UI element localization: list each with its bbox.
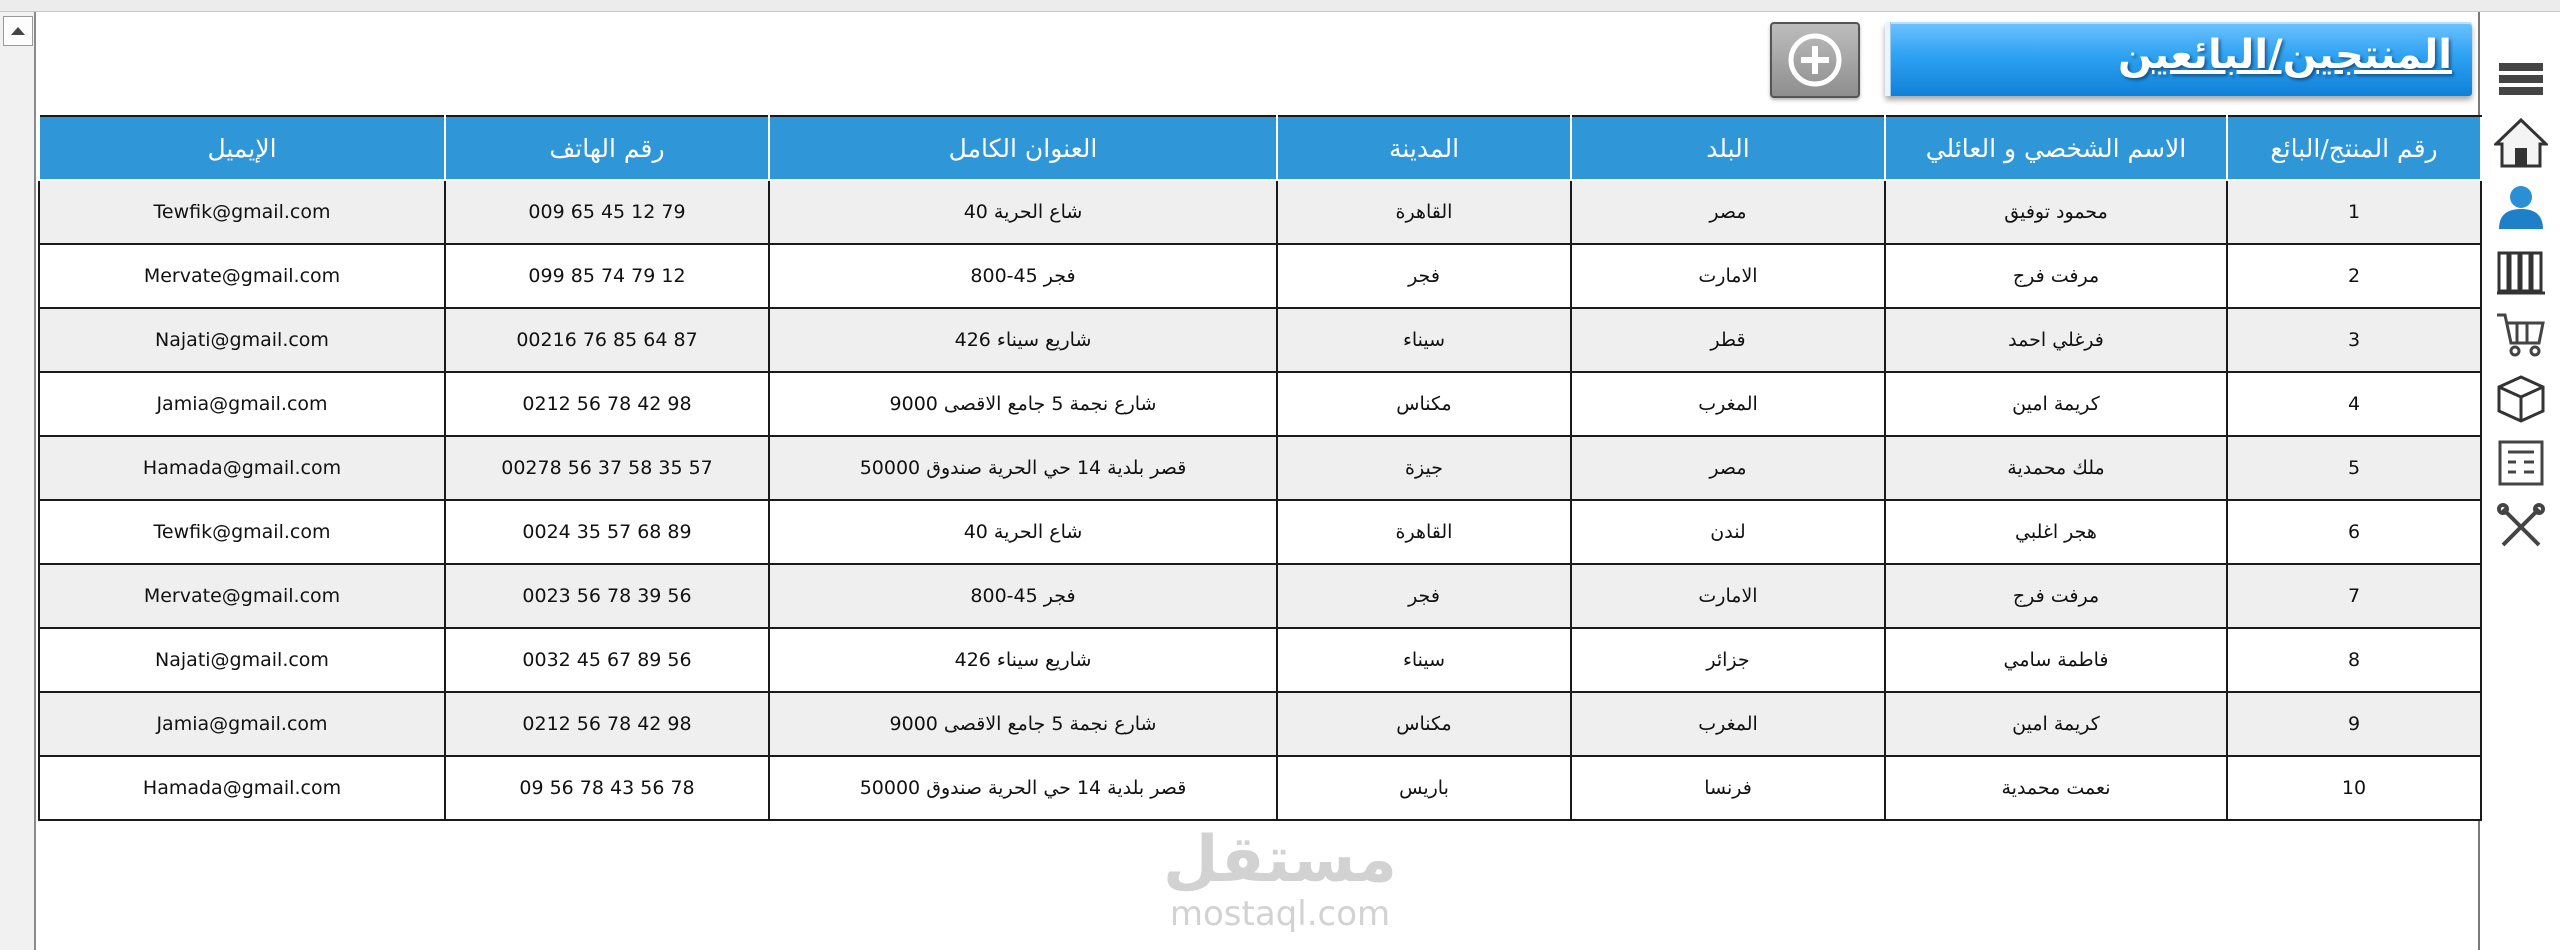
cell-email: Jamia@gmail.com [39,372,445,436]
cell-name: محمود توفيق [1885,180,2227,244]
cell-address: شاريع سيناء 426 [769,308,1277,372]
cell-address: شاريع سيناء 426 [769,628,1277,692]
cell-phone: 00216 76 85 64 87 [445,308,769,372]
watermark-arabic: مستقل [1162,823,1398,897]
cell-phone: 0212 56 78 42 98 [445,692,769,756]
cell-email: Hamada@gmail.com [39,756,445,820]
cell-name: كريمة امين [1885,692,2227,756]
column-header-city[interactable]: المدينة [1277,116,1571,180]
cell-name: كريمة امين [1885,372,2227,436]
table-row[interactable] [39,628,2481,692]
cell-phone: 099 85 74 79 12 [445,244,769,308]
window-top-bar [0,0,2560,12]
cell-phone: 09 56 78 43 56 78 [445,756,769,820]
table-row[interactable] [39,180,2481,244]
vertical-scrollbar[interactable] [0,12,36,950]
cell-country: جزائر [1571,628,1885,692]
scroll-up-button[interactable] [3,16,33,46]
cell-city: فجر [1277,244,1571,308]
cell-name: مرفت فرج [1885,564,2227,628]
user-icon[interactable] [2494,180,2548,234]
cell-email: Jamia@gmail.com [39,692,445,756]
page-title: المنتجين/البائعين [2118,32,2452,78]
cell-city: جيزة [1277,436,1571,500]
cell-country: الامارت [1571,564,1885,628]
cell-address: فجر 45-800 [769,244,1277,308]
cell-city: فجر [1277,564,1571,628]
table-row[interactable] [39,244,2481,308]
cell-address: شارع نجمة 5 جامع الاقصى 9000 [769,692,1277,756]
cell-email: Najati@gmail.com [39,628,445,692]
cell-email: Mervate@gmail.com [39,564,445,628]
cell-address: شاع الحرية 40 [769,180,1277,244]
cell-phone: 0023 56 78 39 56 [445,564,769,628]
column-header-id[interactable]: رقم المنتج/البائع [2227,116,2481,180]
cell-id: 3 [2227,308,2481,372]
cell-phone: 009 65 45 12 79 [445,180,769,244]
cell-city: سيناء [1277,308,1571,372]
table-row[interactable] [39,436,2481,500]
cell-phone: 0032 45 67 89 56 [445,628,769,692]
plus-circle-icon [1787,32,1843,88]
cell-address: قصر بلدية 14 حي الحرية صندوق 50000 [769,756,1277,820]
cell-id: 7 [2227,564,2481,628]
table-row[interactable] [39,372,2481,436]
cell-city: سيناء [1277,628,1571,692]
cell-country: المغرب [1571,692,1885,756]
banner-edge [1885,22,1891,96]
cell-id: 6 [2227,500,2481,564]
cell-country: مصر [1571,436,1885,500]
column-header-address[interactable]: العنوان الكامل [769,116,1277,180]
cell-email: Najati@gmail.com [39,308,445,372]
cell-country: لندن [1571,500,1885,564]
right-sidebar [2482,12,2560,950]
watermark-latin: mostaql.com [1169,894,1391,934]
cell-email: Tewfik@gmail.com [39,180,445,244]
table-row[interactable] [39,500,2481,564]
cell-email: Hamada@gmail.com [39,436,445,500]
column-header-phone[interactable]: رقم الهاتف [445,116,769,180]
cell-id: 1 [2227,180,2481,244]
cell-phone: 00278 56 37 58 35 57 [445,436,769,500]
page-title-banner [1885,22,2472,96]
add-producer-button[interactable] [1770,22,1860,98]
cell-country: مصر [1571,180,1885,244]
cell-name: فرغلي احمد [1885,308,2227,372]
cell-name: مرفت فرج [1885,244,2227,308]
calculator-icon[interactable] [2494,436,2548,490]
cell-city: مكناس [1277,372,1571,436]
cell-address: قصر بلدية 14 حي الحرية صندوق 50000 [769,436,1277,500]
cell-email: Tewfik@gmail.com [39,500,445,564]
home-icon[interactable] [2494,116,2548,170]
arrow-up-icon [10,25,26,37]
cell-country: المغرب [1571,372,1885,436]
box-icon[interactable] [2494,372,2548,426]
cell-country: فرنسا [1571,756,1885,820]
table-header-row [39,116,2481,180]
cell-city: القاهرة [1277,180,1571,244]
watermark [1150,825,1410,933]
cell-address: شاع الحرية 40 [769,500,1277,564]
cell-city: مكناس [1277,692,1571,756]
cell-name: هجر اغلبي [1885,500,2227,564]
cell-id: 2 [2227,244,2481,308]
cell-id: 4 [2227,372,2481,436]
cell-name: ملك محمدية [1885,436,2227,500]
column-header-email[interactable]: الإيميل [39,116,445,180]
table-row[interactable] [39,692,2481,756]
cell-address: شارع نجمة 5 جامع الاقصى 9000 [769,372,1277,436]
cell-id: 5 [2227,436,2481,500]
tools-icon[interactable] [2494,500,2548,554]
table-row[interactable] [39,756,2481,820]
cell-address: فجر 45-800 [769,564,1277,628]
cell-name: فاطمة سامي [1885,628,2227,692]
table-row[interactable] [39,308,2481,372]
cell-country: الامارت [1571,244,1885,308]
cell-city: القاهرة [1277,500,1571,564]
cart-icon[interactable] [2494,308,2548,362]
cell-id: 9 [2227,692,2481,756]
menu-icon[interactable] [2494,52,2548,106]
cell-name: نعمت محمدية [1885,756,2227,820]
cell-city: باريس [1277,756,1571,820]
producers-table-wrap [38,115,2480,821]
cell-phone: 0024 35 57 68 89 [445,500,769,564]
producers-table [38,115,2482,821]
column-header-country[interactable]: البلد [1571,116,1885,180]
column-header-name[interactable]: الاسم الشخصي و العائلي [1885,116,2227,180]
cell-country: قطر [1571,308,1885,372]
cell-id: 10 [2227,756,2481,820]
table-row[interactable] [39,564,2481,628]
books-icon[interactable] [2494,244,2548,298]
cell-id: 8 [2227,628,2481,692]
cell-email: Mervate@gmail.com [39,244,445,308]
cell-phone: 0212 56 78 42 98 [445,372,769,436]
